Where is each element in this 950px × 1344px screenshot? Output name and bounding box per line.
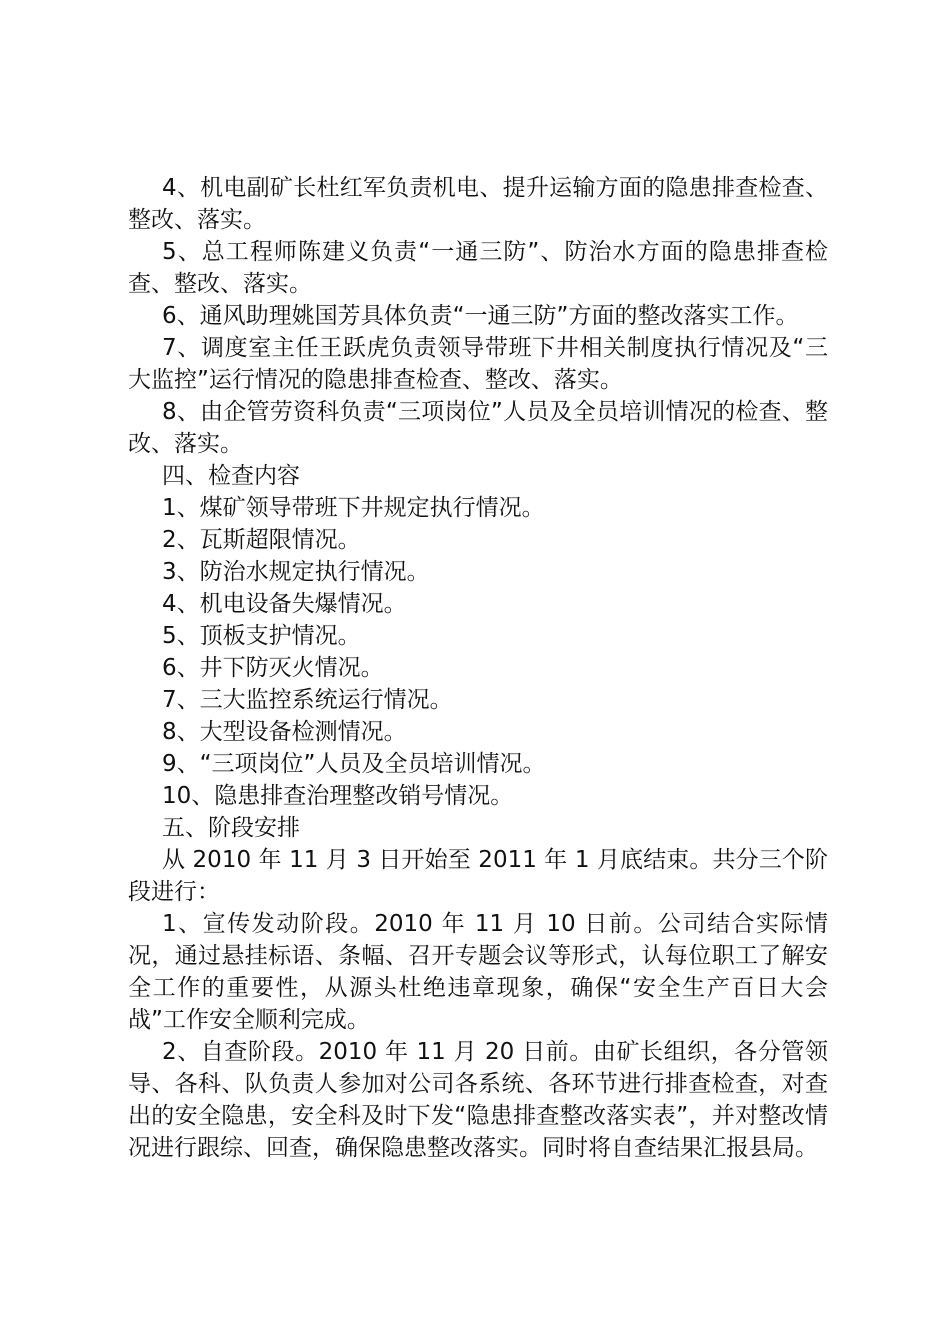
list-item: 6、井下防灭火情况。 — [162, 655, 384, 681]
list-item: 7、三大监控系统运行情况。 — [162, 687, 453, 713]
list-item: 1、煤矿领导带班下井规定执行情况。 — [162, 495, 545, 521]
list-item: 3、防治水规定执行情况。 — [162, 559, 430, 585]
list-item: 5、顶板支护情况。 — [162, 623, 361, 649]
list-item: 4、机电设备失爆情况。 — [162, 591, 407, 617]
paragraph-item-6-ventilation: 6、通风助理姚国芳具体负责“一通三防”方面的整改落实工作。 — [162, 303, 799, 329]
paragraph-item-5-chief-engineer: 5、总工程师陈建义负责“一通三防”、防治水方面的隐患排查检查、整改、落实。 — [128, 239, 828, 297]
paragraph-phase-2-self-inspection: 2、自查阶段。2010 年 11 月 20 日前。由矿长组织，各分管领导、各科、队负责人参加对公司各系统、各环节进行排查检查，对查出的安全隐患，安全科及时下发“隐患排查整改落实表”，并对整改情况进行跟综、回查，确保隐患整改落实。同时将自查结果汇报县局。 — [128, 1039, 828, 1161]
list-item: 8、大型设备检测情况。 — [162, 719, 407, 745]
list-item: 9、“三项岗位”人员及全员培训情况。 — [162, 751, 546, 777]
list-item: 2、瓦斯超限情况。 — [162, 527, 361, 553]
section-heading-inspection-content: 四、检查内容 — [162, 463, 300, 489]
list-item: 10、隐患排查治理整改销号情况。 — [162, 783, 514, 809]
paragraph-item-4-mechanical: 4、机电副矿长杜红军负责机电、提升运输方面的隐患排查检查、整改、落实。 — [128, 175, 828, 233]
paragraph-item-7-dispatch: 7、调度室主任王跃虎负责领导带班下井相关制度执行情况及“三大监控”运行情况的隐患排查检查、整改、落实。 — [128, 335, 828, 393]
document-body — [128, 172, 828, 1164]
section-heading-phase-arrangement: 五、阶段安排 — [162, 815, 300, 841]
paragraph-schedule-intro: 从 2010 年 11 月 3 日开始至 2011 年 1 月底结束。共分三个阶段进行： — [128, 847, 828, 905]
paragraph-phase-1-publicity: 1、宣传发动阶段。2010 年 11 月 10 日前。公司结合实际情况，通过悬挂标语、条幅、召开专题会议等形式，认每位职工了解安全工作的重要性，从源头杜绝违章现象，确保“安全生产百日大会战”工作安全顺利完成。 — [128, 911, 828, 1033]
paragraph-item-8-management: 8、由企管劳资科负责“三项岗位”人员及全员培训情况的检查、整改、落实。 — [128, 399, 828, 457]
